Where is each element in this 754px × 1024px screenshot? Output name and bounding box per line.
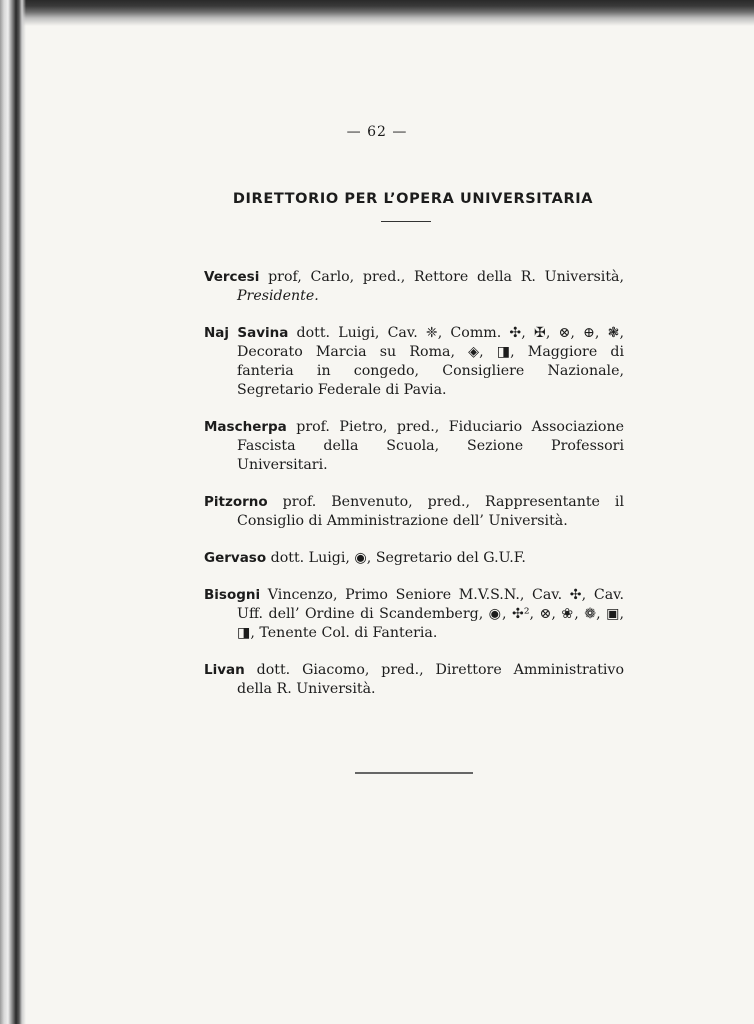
closing-rule bbox=[355, 772, 473, 774]
scan-top-edge bbox=[0, 0, 754, 26]
scan-binding-edge bbox=[0, 0, 26, 1024]
entry-text: dott. Giacomo, pred., Direttore Amministrativo della R. Università. bbox=[237, 662, 624, 697]
directory-entry bbox=[204, 324, 624, 400]
entry-name: Gervaso bbox=[204, 550, 267, 566]
entry-text: dott. Luigi, ◉, Segretario del G.U.F. bbox=[266, 550, 526, 566]
heading-rule bbox=[381, 221, 431, 222]
directory-entry bbox=[204, 549, 624, 568]
directory-entry bbox=[204, 586, 624, 643]
entry-name: Naj Savina bbox=[204, 325, 289, 341]
directory-entry bbox=[204, 268, 624, 306]
page-heading: DIRETTORIO PER L’OPERA UNIVERSITARIA bbox=[232, 191, 594, 207]
entry-name: Bisogni bbox=[204, 587, 261, 603]
directory-list bbox=[204, 268, 624, 717]
entry-text: Vincenzo, Primo Seniore M.V.S.N., Cav. ✣, Cav. Uff. dell’ Ordine di Scandemberg, ◉, ✣², ⊗, ❀, ❁, ▣, ◨, Tenente Col. di Fanteria. bbox=[237, 587, 624, 641]
directory-entry bbox=[204, 661, 624, 699]
directory-entry bbox=[204, 418, 624, 475]
entry-role: Presidente. bbox=[237, 288, 319, 304]
entry-name: Mascherpa bbox=[204, 419, 287, 435]
entry-name: Vercesi bbox=[204, 269, 260, 285]
entry-text: prof, Carlo, pred., Rettore della R. Università, bbox=[259, 269, 624, 285]
page-number: — 62 — bbox=[346, 124, 408, 140]
entry-text: prof. Benvenuto, pred., Rappresentante il Consiglio di Amministrazione dell’ Università. bbox=[237, 494, 624, 529]
entry-text: prof. Pietro, pred., Fiduciario Associazione Fascista della Scuola, Sezione Professori Universitari. bbox=[237, 419, 624, 473]
entry-name: Livan bbox=[204, 662, 245, 678]
entry-name: Pitzorno bbox=[204, 494, 268, 510]
entry-text: dott. Luigi, Cav. ❈, Comm. ✣, ✠, ⊗, ⊕, ❃, Decorato Marcia su Roma, ◈, ◨, Maggiore di fanteria in congedo, Consigliere Nazionale, Segretario Federale di Pavia. bbox=[237, 325, 624, 398]
directory-entry bbox=[204, 493, 624, 531]
